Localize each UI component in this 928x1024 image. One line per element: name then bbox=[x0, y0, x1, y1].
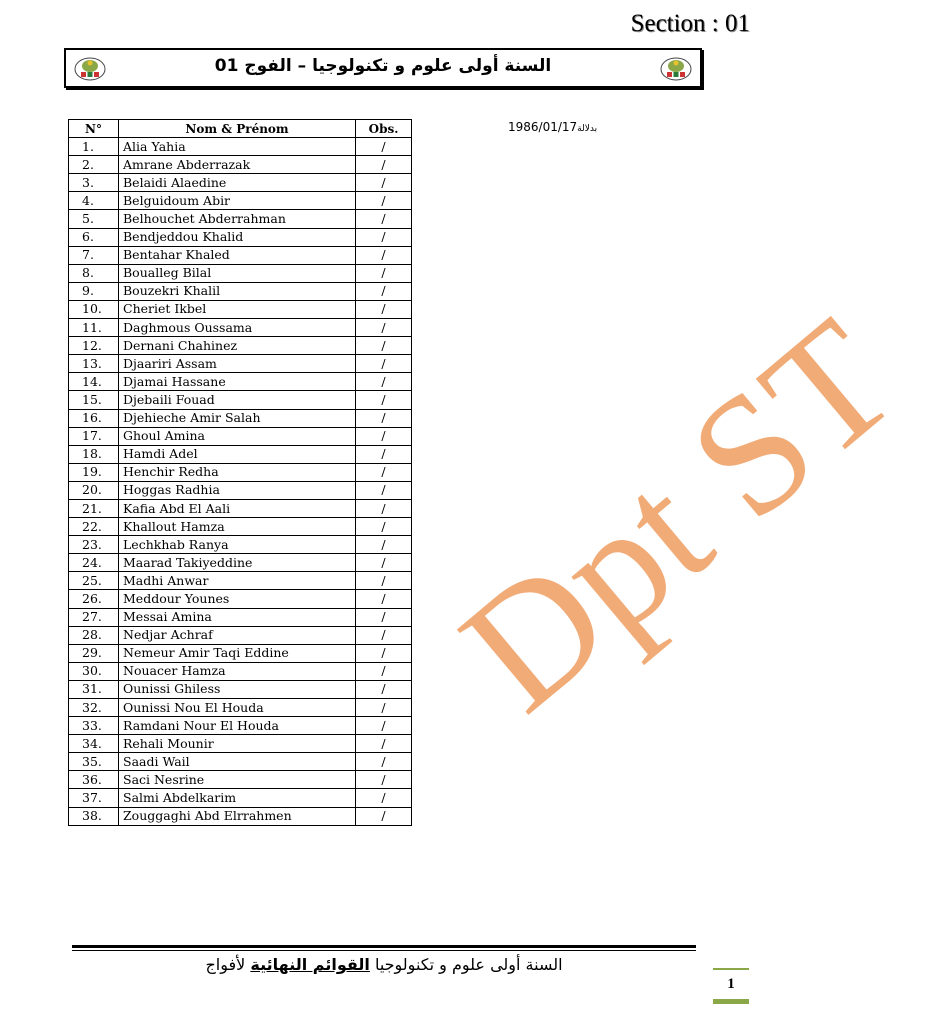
student-name: Alia Yahia bbox=[119, 138, 356, 156]
table-row bbox=[69, 608, 412, 626]
footer-text-after: لأفواج bbox=[205, 955, 251, 974]
table-row bbox=[69, 156, 412, 174]
row-number: 19. bbox=[69, 463, 119, 481]
student-name: Bendjeddou Khalid bbox=[119, 228, 356, 246]
student-name: Zouggaghi Abd Elrrahmen bbox=[119, 807, 356, 825]
student-name: Salmi Abdelkarim bbox=[119, 789, 356, 807]
row-number: 30. bbox=[69, 662, 119, 680]
row-number: 23. bbox=[69, 536, 119, 554]
table-row bbox=[69, 590, 412, 608]
obs-value: / bbox=[356, 427, 412, 445]
table-row bbox=[69, 246, 412, 264]
table-row bbox=[69, 735, 412, 753]
table-row bbox=[69, 373, 412, 391]
column-header-obs: Obs. bbox=[356, 120, 412, 138]
table-row bbox=[69, 300, 412, 318]
page-number: 1 bbox=[713, 968, 749, 1000]
row-number: 10. bbox=[69, 300, 119, 318]
obs-value: / bbox=[356, 156, 412, 174]
student-name: Ramdani Nour El Houda bbox=[119, 717, 356, 735]
table-row bbox=[69, 536, 412, 554]
column-header-number: N° bbox=[69, 120, 119, 138]
row-number: 6. bbox=[69, 228, 119, 246]
row-number: 22. bbox=[69, 518, 119, 536]
row-number: 33. bbox=[69, 717, 119, 735]
obs-value: / bbox=[356, 807, 412, 825]
table-row bbox=[69, 282, 412, 300]
row-number: 12. bbox=[69, 337, 119, 355]
student-name: Rehali Mounir bbox=[119, 735, 356, 753]
table-row bbox=[69, 789, 412, 807]
table-row bbox=[69, 626, 412, 644]
table-row bbox=[69, 771, 412, 789]
table-row bbox=[69, 355, 412, 373]
row-number: 3. bbox=[69, 174, 119, 192]
obs-value: / bbox=[356, 138, 412, 156]
row-number: 17. bbox=[69, 427, 119, 445]
obs-value: / bbox=[356, 554, 412, 572]
table-row bbox=[69, 699, 412, 717]
table-row bbox=[69, 228, 412, 246]
row-number: 37. bbox=[69, 789, 119, 807]
row-number: 34. bbox=[69, 735, 119, 753]
obs-value: / bbox=[356, 699, 412, 717]
student-name: Nedjar Achraf bbox=[119, 626, 356, 644]
obs-value: / bbox=[356, 481, 412, 499]
table-row bbox=[69, 409, 412, 427]
table-row bbox=[69, 210, 412, 228]
student-name: Madhi Anwar bbox=[119, 572, 356, 590]
column-header-name: Nom & Prénom bbox=[119, 120, 356, 138]
footer-text bbox=[72, 955, 696, 974]
row-number: 5. bbox=[69, 210, 119, 228]
student-name: Belguidoum Abir bbox=[119, 192, 356, 210]
obs-value: / bbox=[356, 680, 412, 698]
footer-divider bbox=[72, 945, 696, 951]
table-row bbox=[69, 662, 412, 680]
table-row bbox=[69, 717, 412, 735]
student-name: Khallout Hamza bbox=[119, 518, 356, 536]
table-row bbox=[69, 572, 412, 590]
student-name: Bouzekri Khalil bbox=[119, 282, 356, 300]
row-number: 8. bbox=[69, 264, 119, 282]
obs-value: / bbox=[356, 373, 412, 391]
row-number: 25. bbox=[69, 572, 119, 590]
date-note bbox=[508, 120, 600, 134]
table-row bbox=[69, 554, 412, 572]
student-name: Djamai Hassane bbox=[119, 373, 356, 391]
row-number: 1. bbox=[69, 138, 119, 156]
student-name: Hoggas Radhia bbox=[119, 481, 356, 499]
table-row bbox=[69, 499, 412, 517]
obs-value: / bbox=[356, 735, 412, 753]
table-row bbox=[69, 174, 412, 192]
obs-value: / bbox=[356, 789, 412, 807]
obs-value: / bbox=[356, 228, 412, 246]
footer-text-emphasis: القوائم النهائية bbox=[250, 955, 370, 974]
row-number: 27. bbox=[69, 608, 119, 626]
obs-value: / bbox=[356, 264, 412, 282]
watermark: Dpt ST bbox=[427, 283, 928, 747]
student-name: Belhouchet Abderrahman bbox=[119, 210, 356, 228]
row-number: 7. bbox=[69, 246, 119, 264]
row-number: 13. bbox=[69, 355, 119, 373]
student-name: Belaidi Alaedine bbox=[119, 174, 356, 192]
student-name: Meddour Younes bbox=[119, 590, 356, 608]
row-number: 21. bbox=[69, 499, 119, 517]
title-box bbox=[64, 48, 702, 88]
row-number: 29. bbox=[69, 644, 119, 662]
table-row bbox=[69, 518, 412, 536]
obs-value: / bbox=[356, 590, 412, 608]
table-row bbox=[69, 264, 412, 282]
student-name: Maarad Takiyeddine bbox=[119, 554, 356, 572]
obs-value: / bbox=[356, 717, 412, 735]
obs-value: / bbox=[356, 753, 412, 771]
row-number: 36. bbox=[69, 771, 119, 789]
row-number: 32. bbox=[69, 699, 119, 717]
obs-value: / bbox=[356, 210, 412, 228]
table-row bbox=[69, 680, 412, 698]
student-name: Ghoul Amina bbox=[119, 427, 356, 445]
row-number: 35. bbox=[69, 753, 119, 771]
obs-value: / bbox=[356, 608, 412, 626]
row-number: 15. bbox=[69, 391, 119, 409]
student-name: Boualleg Bilal bbox=[119, 264, 356, 282]
obs-value: / bbox=[356, 644, 412, 662]
obs-value: / bbox=[356, 300, 412, 318]
table-row bbox=[69, 427, 412, 445]
obs-value: / bbox=[356, 337, 412, 355]
obs-value: / bbox=[356, 391, 412, 409]
date-note-value: 1986/01/17 bbox=[508, 120, 578, 134]
obs-value: / bbox=[356, 771, 412, 789]
table-row bbox=[69, 463, 412, 481]
page-title: السنة أولى علوم و تكنولوجيا – الفوج 01 bbox=[214, 56, 552, 76]
student-name: Messai Amina bbox=[119, 608, 356, 626]
student-name: Saci Nesrine bbox=[119, 771, 356, 789]
obs-value: / bbox=[356, 409, 412, 427]
obs-value: / bbox=[356, 246, 412, 264]
student-name: Henchir Redha bbox=[119, 463, 356, 481]
student-name: Lechkhab Ranya bbox=[119, 536, 356, 554]
student-name: Bentahar Khaled bbox=[119, 246, 356, 264]
table-row bbox=[69, 138, 412, 156]
table-header-row bbox=[69, 120, 412, 138]
student-list-table bbox=[68, 119, 412, 826]
row-number: 14. bbox=[69, 373, 119, 391]
table-row bbox=[69, 644, 412, 662]
obs-value: / bbox=[356, 536, 412, 554]
student-name: Ounissi Ghiless bbox=[119, 680, 356, 698]
row-number: 11. bbox=[69, 319, 119, 337]
footer-text-before: السنة أولى علوم و تكنولوجيا bbox=[369, 955, 563, 974]
row-number: 26. bbox=[69, 590, 119, 608]
row-number: 31. bbox=[69, 680, 119, 698]
obs-value: / bbox=[356, 282, 412, 300]
date-note-label: بدلالة bbox=[577, 124, 598, 134]
table-row bbox=[69, 192, 412, 210]
obs-value: / bbox=[356, 445, 412, 463]
student-name: Djehieche Amir Salah bbox=[119, 409, 356, 427]
table-row bbox=[69, 445, 412, 463]
row-number: 4. bbox=[69, 192, 119, 210]
row-number: 2. bbox=[69, 156, 119, 174]
obs-value: / bbox=[356, 518, 412, 536]
student-name: Nemeur Amir Taqi Eddine bbox=[119, 644, 356, 662]
student-name: Kafia Abd El Aali bbox=[119, 499, 356, 517]
section-label: Section : 01 bbox=[630, 10, 750, 37]
obs-value: / bbox=[356, 572, 412, 590]
obs-value: / bbox=[356, 192, 412, 210]
university-logo-icon bbox=[658, 55, 694, 83]
student-name: Dernani Chahinez bbox=[119, 337, 356, 355]
table-row bbox=[69, 391, 412, 409]
row-number: 16. bbox=[69, 409, 119, 427]
student-name: Ounissi Nou El Houda bbox=[119, 699, 356, 717]
obs-value: / bbox=[356, 626, 412, 644]
student-name: Cheriet Ikbel bbox=[119, 300, 356, 318]
student-name: Djaariri Assam bbox=[119, 355, 356, 373]
student-name: Hamdi Adel bbox=[119, 445, 356, 463]
row-number: 24. bbox=[69, 554, 119, 572]
obs-value: / bbox=[356, 499, 412, 517]
table-row bbox=[69, 319, 412, 337]
row-number: 38. bbox=[69, 807, 119, 825]
student-name: Saadi Wail bbox=[119, 753, 356, 771]
student-name: Djebaili Fouad bbox=[119, 391, 356, 409]
table-row bbox=[69, 481, 412, 499]
student-name: Amrane Abderrazak bbox=[119, 156, 356, 174]
row-number: 28. bbox=[69, 626, 119, 644]
obs-value: / bbox=[356, 662, 412, 680]
table-row bbox=[69, 807, 412, 825]
row-number: 18. bbox=[69, 445, 119, 463]
obs-value: / bbox=[356, 174, 412, 192]
table-row bbox=[69, 337, 412, 355]
obs-value: / bbox=[356, 355, 412, 373]
student-name: Daghmous Oussama bbox=[119, 319, 356, 337]
row-number: 9. bbox=[69, 282, 119, 300]
table-row bbox=[69, 753, 412, 771]
student-name: Nouacer Hamza bbox=[119, 662, 356, 680]
obs-value: / bbox=[356, 319, 412, 337]
row-number: 20. bbox=[69, 481, 119, 499]
obs-value: / bbox=[356, 463, 412, 481]
